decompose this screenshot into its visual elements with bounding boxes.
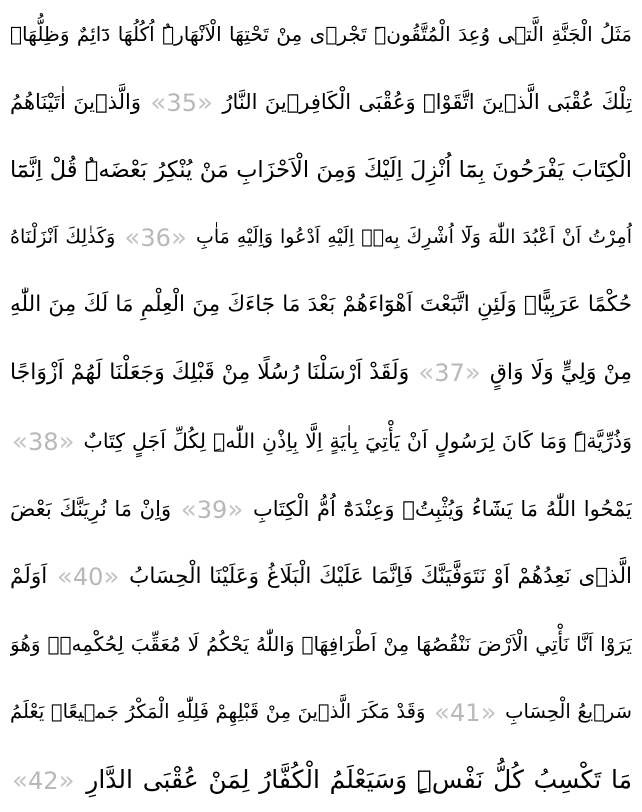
verse-line <box>10 754 632 806</box>
verse-text: الْكِتَابَ يَفْرَحُونَ بِمَٓا اُنْزِلَ اِلَيْكَ وَمِنَ الْاَحْزَابِ مَنْ يُنْكِرُ بَعْضَهُۜ قُلْ اِنَّمَٓا <box>10 156 632 183</box>
verse-line <box>10 686 632 738</box>
verse-text: مَثَلُ الْجَنَّةِ الَّتٖى وُعِدَ الْمُتَّقُونَۜ تَجْرٖى مِنْ تَحْتِهَا الْاَنْهَارُۜ اُكُلُهَا دَٓائِمٌ وَظِلُّهَاۜ <box>10 22 632 46</box>
verse-number: 40 <box>72 562 104 591</box>
verse-text: يَمْحُوا اللّٰهُ مَا يَشَٓاءُ وَيُثْبِتُۚ وَعِنْدَهُٓ اُمُّ الْكِتَابِ <box>253 496 632 521</box>
verse-lines <box>10 8 632 806</box>
verse-text: وَالَّذٖينَ اٰتَيْنَاهُمُ <box>10 89 142 114</box>
verse-line <box>10 144 632 196</box>
verse-line <box>10 415 632 467</box>
verse-number: 35 <box>166 88 197 117</box>
verse-text: وَاِنْ مَا نُرِيَنَّكَ بَعْضَ <box>10 496 172 521</box>
verse-text: وَقَدْ مَكَرَ الَّذٖينَ مِنْ قَبْلِهِمْ فَلِلّٰهِ الْمَكْرُ جَمٖيعًاۜ يَعْلَمُ <box>10 700 426 724</box>
verse-text: يَرَوْا اَنَّا نَأْتِي الْاَرْضَ نَنْقُصُهَا مِنْ اَطْرَافِهَاۜ وَاللّٰهُ يَحْكُمُ لَا مُعَقِّبَ لِحُكْمِهٖۜ وَهُوَ <box>10 632 632 657</box>
verse-line <box>10 8 632 60</box>
verse-number: 36 <box>140 223 171 252</box>
verse-line <box>10 618 632 670</box>
verse-line <box>10 551 632 603</box>
verse-text: سَرٖيعُ الْحِسَابِ <box>505 700 632 724</box>
verse-text: الَّذٖى نَعِدُهُمْ اَوْ نَتَوَفَّيَنَّكَ فَاِنَّمَا عَلَيْكَ الْبَلَاغُ وَعَلَيْنَا الْحِسَابُ <box>129 563 632 589</box>
verse-text: حُكْمًا عَرَبِيًّاۜ وَلَئِنِ اتَّبَعْتَ اَهْوَٓاءَهُمْ بَعْدَ مَا جَٓاءَكَ مِنَ الْعِلْمِ مَا لَكَ مِنَ اللّٰهِ <box>10 292 632 318</box>
verse-number: 39 <box>196 495 228 524</box>
verse-number-marker <box>14 766 73 796</box>
verse-text: وَكَذٰلِكَ اَنْزَلْنَاهُ <box>10 226 116 249</box>
verse-text: اَوَلَمْ <box>10 563 48 589</box>
verse-text: مَا تَكْسِبُ كُلُّ نَفْسٍۜ وَسَيَعْلَمُ الْكُفَّارُ لِمَنْ عُقْبَى الدَّارِ <box>86 764 632 794</box>
verse-number-marker <box>59 562 118 592</box>
verse-text: تِلْكَ عُقْبَى الَّذٖينَ اتَّقَوْاۗ وَعُقْبَى الْكَافِرٖينَ النَّارُ <box>222 89 632 114</box>
verse-line <box>10 347 632 399</box>
verse-number-marker <box>14 427 73 457</box>
verse-number-marker <box>436 698 495 728</box>
verse-text: وَلَقَدْ اَرْسَلْنَا رُسُلًا مِنْ قَبْلِكَ وَجَعَلْنَا لَهُمْ اَزْوَاجًا <box>10 360 410 386</box>
verse-number-marker <box>152 88 211 118</box>
verse-text: وَذُرِّيَّةًۜ وَمَا كَانَ لِرَسُولٍ اَنْ يَأْتِيَ بِاٰيَةٍ اِلَّا بِاِذْنِ اللّٰهِۜ لِكُلِّ اَجَلٍ كِتَابٌ <box>83 428 632 453</box>
verse-text: مِنْ وَلِيٍّ وَلَا وَاقٍ <box>489 360 632 386</box>
verse-line <box>10 483 632 535</box>
verse-line <box>10 279 632 331</box>
verse-number: 41 <box>449 698 481 727</box>
verse-number: 37 <box>434 359 465 388</box>
verse-number-marker <box>126 223 185 253</box>
verse-line <box>10 211 632 263</box>
verse-number-marker <box>420 358 479 388</box>
verse-line <box>10 76 632 128</box>
verse-number-marker <box>183 495 242 525</box>
verse-text: اُمِرْتُ اَنْ اَعْبُدَ اللّٰهَ وَلَٓا اُشْرِكَ بِهٖۜ اِلَيْهِ اَدْعُوا وَاِلَيْهِ مَاٰبِ <box>195 226 632 249</box>
verse-number: 42 <box>28 766 59 795</box>
verse-number: 38 <box>28 427 59 456</box>
